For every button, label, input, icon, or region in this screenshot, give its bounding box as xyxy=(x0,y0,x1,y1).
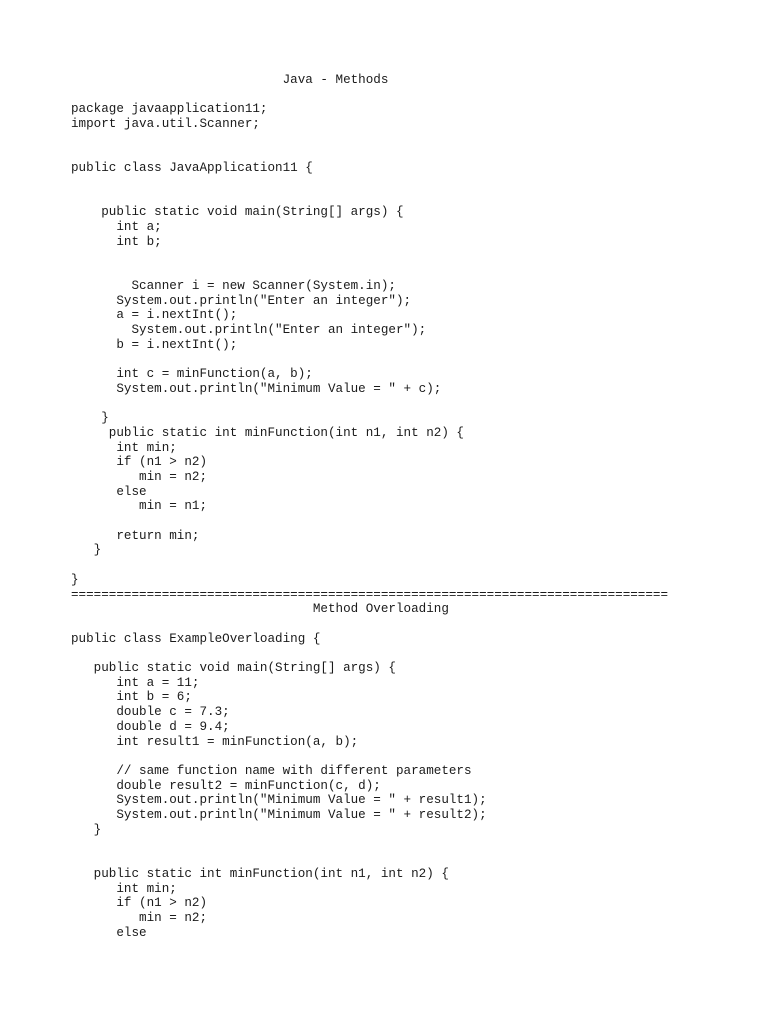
code-line: else xyxy=(71,925,147,940)
code-line: } xyxy=(71,822,102,837)
code-line: } xyxy=(71,572,79,587)
code-line: System.out.println("Enter an integer"); xyxy=(71,322,427,337)
code-line: double c = 7.3; xyxy=(71,705,230,720)
code-line: a = i.nextInt(); xyxy=(71,308,238,323)
code-line: public static void main(String[] args) { xyxy=(71,661,396,675)
code-line: b = i.nextInt(); xyxy=(71,337,238,352)
code-line: Scanner i = new Scanner(System.in); xyxy=(71,278,396,293)
code-line: min = n1; xyxy=(71,499,208,514)
section-title-overloading: Method Overloading xyxy=(71,602,449,617)
code-line: if (n1 > n2) xyxy=(71,896,208,911)
code-line: package javaapplication11; xyxy=(71,102,268,117)
code-line: int a; xyxy=(71,220,162,234)
code-line: int result1 = minFunction(a, b); xyxy=(71,734,359,749)
code-line: System.out.println("Enter an integer"); xyxy=(71,293,412,308)
code-line: double result2 = minFunction(c, d); xyxy=(71,778,381,793)
code-line: min = n2; xyxy=(71,910,208,925)
code-line: if (n1 > n2) xyxy=(71,455,208,470)
code-line: else xyxy=(71,484,147,499)
code-line: int b; xyxy=(71,234,162,249)
code-line: return min; xyxy=(71,528,200,543)
code-line: double d = 9.4; xyxy=(71,719,230,734)
code-line: int a = 11; xyxy=(71,675,200,690)
code-line: } xyxy=(71,411,109,426)
separator-line: =============================================================================== xyxy=(71,587,669,602)
code-line: public static int minFunction(int n1, int n2) { xyxy=(71,425,464,440)
code-line: int min; xyxy=(71,881,177,896)
code-line: public class ExampleOverloading { xyxy=(71,631,321,646)
code-line: public static void main(String[] args) { xyxy=(71,205,404,220)
code-line: int b = 6; xyxy=(71,690,192,705)
code-line: public static int minFunction(int n1, int n2) { xyxy=(71,866,449,881)
section-title-methods: Java - Methods xyxy=(71,73,389,87)
code-line: int c = minFunction(a, b); xyxy=(71,367,313,381)
code-line: } xyxy=(71,543,102,558)
code-line: public class JavaApplication11 { xyxy=(71,161,313,176)
code-line: import java.util.Scanner; xyxy=(71,117,260,132)
code-line: min = n2; xyxy=(71,469,208,484)
code-line: System.out.println("Minimum Value = " + result1); xyxy=(71,793,487,808)
code-line: int min; xyxy=(71,440,177,455)
code-line: // same function name with different parameters xyxy=(71,763,472,778)
code-line: System.out.println("Minimum Value = " + result2); xyxy=(71,808,487,822)
code-line: System.out.println("Minimum Value = " + c); xyxy=(71,381,442,396)
